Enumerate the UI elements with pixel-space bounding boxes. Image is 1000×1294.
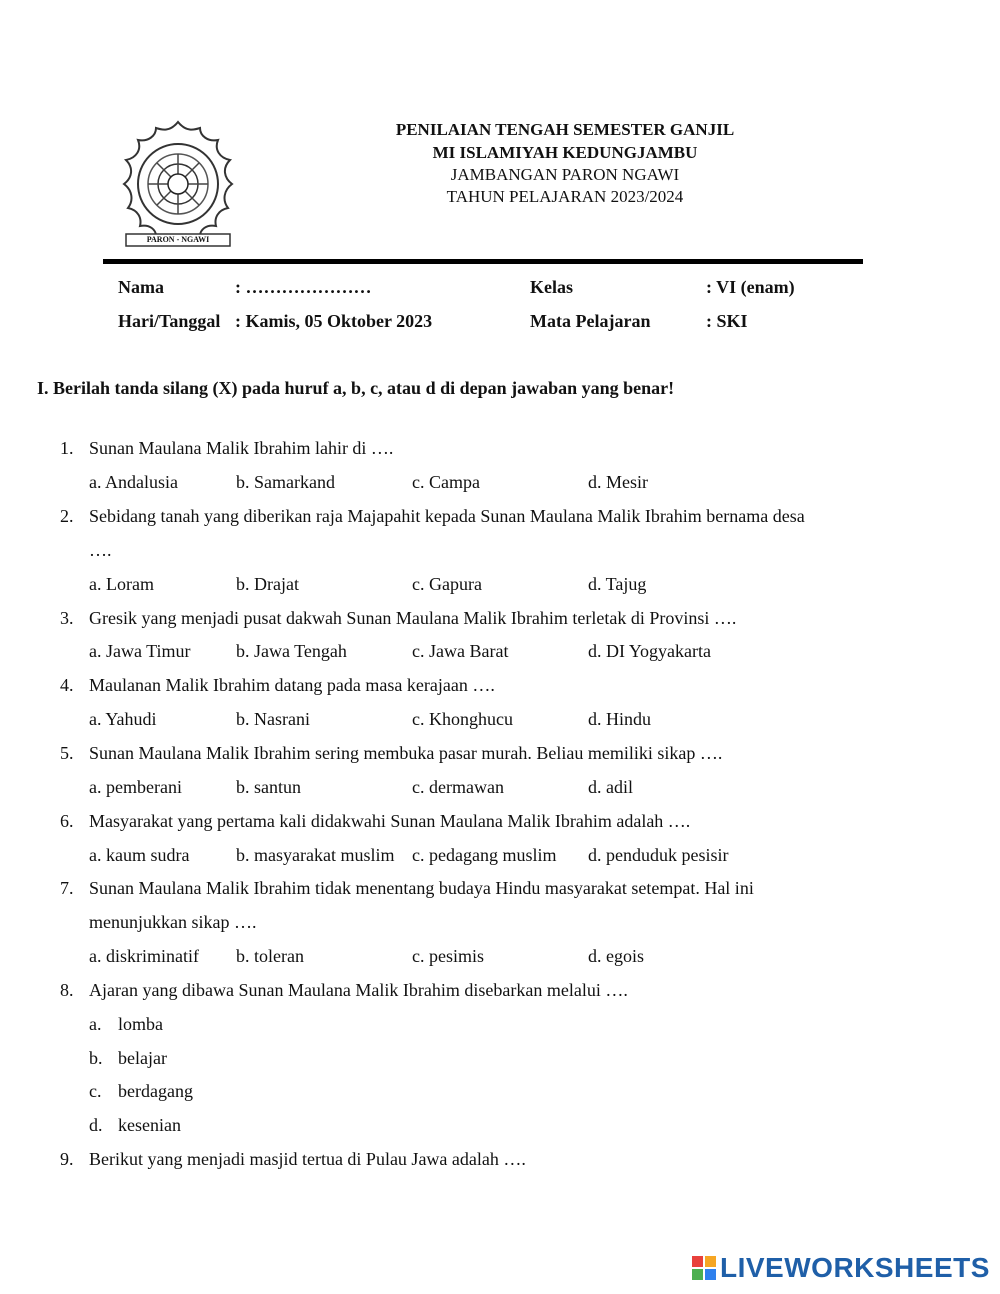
question-number: 1. bbox=[60, 438, 74, 458]
option-c[interactable]: c. Khonghucu bbox=[412, 709, 513, 729]
question-number: 6. bbox=[60, 811, 74, 831]
header-divider bbox=[103, 259, 863, 264]
option-b[interactable]: b. Jawa Tengah bbox=[236, 641, 347, 661]
option-b[interactable]: b. santun bbox=[236, 777, 301, 797]
option-c[interactable]: c. Jawa Barat bbox=[412, 641, 509, 661]
option-d-letter: d. bbox=[89, 1115, 103, 1135]
option-a[interactable]: a. Andalusia bbox=[89, 472, 178, 492]
option-d[interactable]: d. Tajug bbox=[588, 574, 647, 594]
option-c[interactable]: c. Campa bbox=[412, 472, 480, 492]
question-text: Sebidang tanah yang diberikan raja Majapahit kepada Sunan Maulana Malik Ibrahim bernama desa bbox=[89, 506, 805, 526]
nama-label: Nama bbox=[118, 277, 164, 297]
option-a[interactable]: lomba bbox=[118, 1014, 163, 1034]
question-text: Maulanan Malik Ibrahim datang pada masa kerajaan …. bbox=[89, 675, 495, 695]
option-d[interactable]: d. penduduk pesisir bbox=[588, 845, 729, 865]
header-title: PENILAIAN TENGAH SEMESTER GANJIL bbox=[395, 120, 735, 139]
option-b-letter: b. bbox=[89, 1048, 103, 1068]
hari-value: : Kamis, 05 Oktober 2023 bbox=[235, 311, 433, 331]
option-a-letter: a. bbox=[89, 1014, 102, 1034]
liveworksheets-brand[interactable] bbox=[692, 1252, 990, 1284]
logo-ribbon-text: PARON - NGAWI bbox=[146, 235, 210, 244]
question-number: 2. bbox=[60, 506, 74, 526]
kelas-value: : VI (enam) bbox=[706, 277, 795, 297]
question-text: Sunan Maulana Malik Ibrahim tidak menentang budaya Hindu masyarakat setempat. Hal ini bbox=[89, 878, 754, 898]
question-text: Gresik yang menjadi pusat dakwah Sunan Maulana Malik Ibrahim terletak di Provinsi …. bbox=[89, 608, 737, 628]
question-number: 5. bbox=[60, 743, 74, 763]
option-d[interactable]: d. egois bbox=[588, 946, 644, 966]
option-a[interactable]: a. kaum sudra bbox=[89, 845, 190, 865]
option-b[interactable]: b. Samarkand bbox=[236, 472, 335, 492]
option-b[interactable]: b. toleran bbox=[236, 946, 304, 966]
question-text-continued: menunjukkan sikap …. bbox=[89, 912, 257, 932]
instruction: I. Berilah tanda silang (X) pada huruf a, b, c, atau d di depan jawaban yang benar! bbox=[37, 378, 675, 398]
option-d[interactable]: d. adil bbox=[588, 777, 633, 797]
mapel-value: : SKI bbox=[706, 311, 748, 331]
option-a[interactable]: a. Loram bbox=[89, 574, 154, 594]
header-school: MI ISLAMIYAH KEDUNGJAMBU bbox=[432, 143, 698, 162]
liveworksheets-logo-icon bbox=[692, 1256, 716, 1280]
option-b[interactable]: b. Drajat bbox=[236, 574, 299, 594]
option-c[interactable]: c. dermawan bbox=[412, 777, 504, 797]
option-a[interactable]: a. pemberani bbox=[89, 777, 182, 797]
question-text: Sunan Maulana Malik Ibrahim sering membuka pasar murah. Beliau memiliki sikap …. bbox=[89, 743, 723, 763]
question-text: Ajaran yang dibawa Sunan Maulana Malik Ibrahim disebarkan melalui …. bbox=[89, 980, 628, 1000]
question-text-continued: …. bbox=[89, 540, 112, 560]
question-text: Masyarakat yang pertama kali didakwahi Sunan Maulana Malik Ibrahim adalah …. bbox=[89, 811, 691, 831]
option-d[interactable]: kesenian bbox=[118, 1115, 181, 1135]
option-d[interactable]: d. Hindu bbox=[588, 709, 651, 729]
option-c[interactable]: berdagang bbox=[118, 1081, 193, 1101]
option-a[interactable]: a. Jawa Timur bbox=[89, 641, 191, 661]
question-number: 4. bbox=[60, 675, 74, 695]
option-d[interactable]: d. DI Yogyakarta bbox=[588, 641, 711, 661]
kelas-label: Kelas bbox=[530, 277, 573, 297]
question-number: 8. bbox=[60, 980, 74, 1000]
option-c[interactable]: c. Gapura bbox=[412, 574, 482, 594]
question-number: 7. bbox=[60, 878, 74, 898]
option-b[interactable]: belajar bbox=[118, 1048, 167, 1068]
question-text: Berikut yang menjadi masjid tertua di Pulau Jawa adalah …. bbox=[89, 1149, 526, 1169]
option-b[interactable]: b. masyarakat muslim bbox=[236, 845, 395, 865]
liveworksheets-wordmark: LIVEWORKSHEETS bbox=[720, 1252, 990, 1283]
header-address: JAMBANGAN PARON NGAWI bbox=[450, 165, 680, 184]
question-text: Sunan Maulana Malik Ibrahim lahir di …. bbox=[89, 438, 394, 458]
question-number: 9. bbox=[60, 1149, 74, 1169]
option-c-letter: c. bbox=[89, 1081, 102, 1101]
school-logo bbox=[116, 118, 240, 250]
option-b[interactable]: b. Nasrani bbox=[236, 709, 310, 729]
question-number: 3. bbox=[60, 608, 74, 628]
header-year: TAHUN PELAJARAN 2023/2024 bbox=[446, 187, 684, 206]
option-a[interactable]: a. diskriminatif bbox=[89, 946, 199, 966]
nama-value[interactable]: : ………………… bbox=[235, 277, 372, 297]
mapel-label: Mata Pelajaran bbox=[530, 311, 651, 331]
option-d[interactable]: d. Mesir bbox=[588, 472, 648, 492]
option-c[interactable]: c. pesimis bbox=[412, 946, 484, 966]
option-c[interactable]: c. pedagang muslim bbox=[412, 845, 557, 865]
hari-label: Hari/Tanggal bbox=[118, 311, 221, 331]
option-a[interactable]: a. Yahudi bbox=[89, 709, 157, 729]
